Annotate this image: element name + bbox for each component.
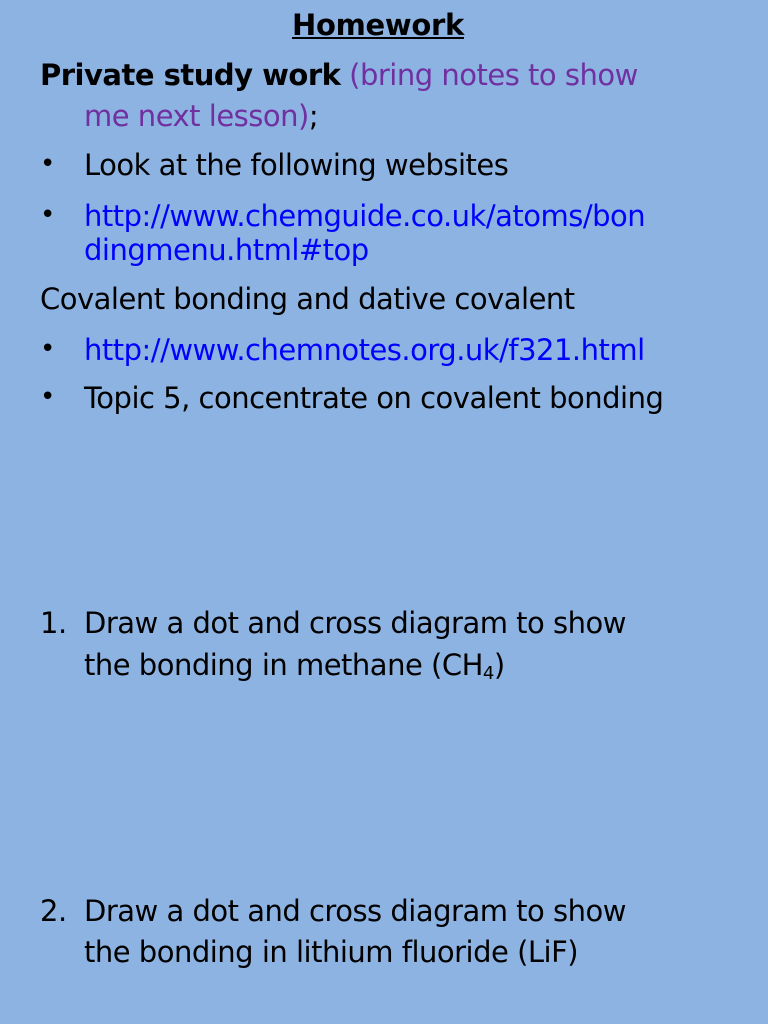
covalent-heading: Covalent bonding and dative covalent [40, 282, 575, 316]
intro-purple-text-2: me next lesson) [84, 99, 309, 133]
intro-bold-text: Private study work [40, 58, 341, 92]
question-1-line-1: Draw a dot and cross diagram to show [84, 606, 626, 640]
intro-line-2 [84, 96, 318, 137]
question-2-line-2: the bonding in lithium fluoride (LiF) [84, 935, 579, 969]
page-title: Homework [292, 8, 464, 42]
question-1-number: 1. [40, 606, 67, 640]
bullet-marker: • [40, 382, 56, 412]
intro-line-1 [40, 55, 638, 96]
question-1-subscript: 4 [482, 663, 494, 684]
intro-purple-text-1: (bring notes to show [349, 58, 638, 92]
question-1-end: ) [493, 648, 505, 682]
question-2-line-1: Draw a dot and cross diagram to show [84, 894, 626, 928]
chemnotes-link[interactable]: http://www.chemnotes.org.uk/f321.html [84, 333, 645, 367]
bullet-marker: • [40, 149, 56, 179]
question-2-number: 2. [40, 894, 67, 928]
topic-text: Topic 5, concentrate on covalent bonding [84, 381, 664, 415]
intro-punctuation: ; [308, 99, 319, 133]
question-1-line-2 [84, 645, 505, 686]
chemguide-link-line-1[interactable]: http://www.chemguide.co.uk/atoms/bon [84, 199, 646, 233]
bullet-marker: • [40, 200, 56, 230]
bullet-marker: • [40, 334, 56, 364]
chemguide-link-line-2[interactable]: dingmenu.html#top [84, 233, 369, 267]
question-1-text: the bonding in methane (CH [84, 648, 483, 682]
bullet-look-text: Look at the following websites [84, 148, 509, 182]
